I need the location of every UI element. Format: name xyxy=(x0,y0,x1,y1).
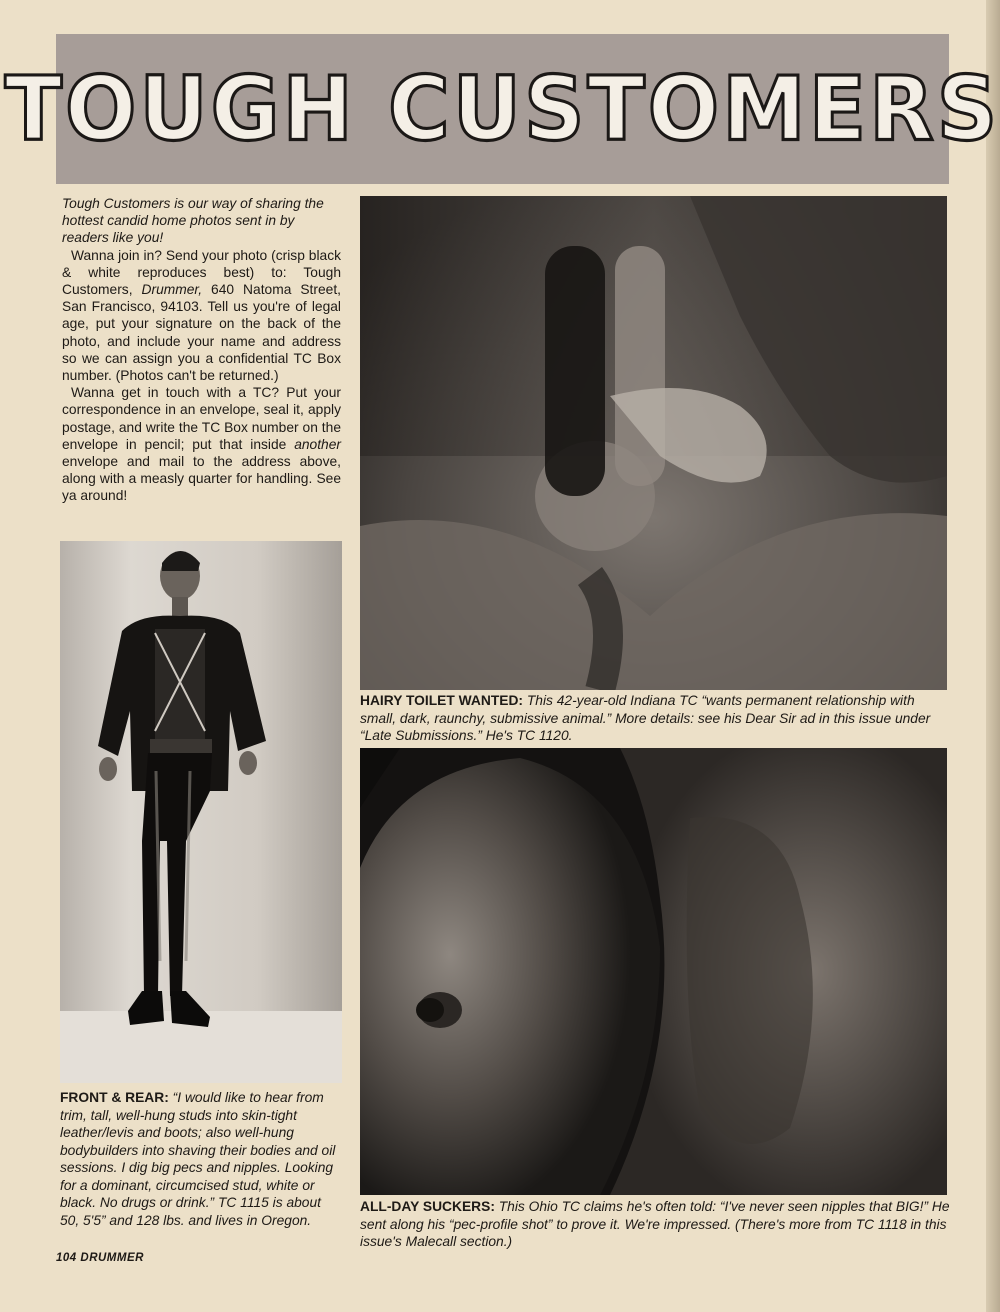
caption-front-head: FRONT & REAR: xyxy=(60,1090,169,1105)
intro-p2-em: Drummer, xyxy=(141,282,203,298)
intro-p3-b: envelope and mail to the address above, along with a measly quarter for handling. See ya around! xyxy=(62,454,341,504)
intro-paragraph-submit xyxy=(62,247,341,385)
intro-p2-b: 640 Natoma Street, San Francisco, 94103. Tell us you're of legal age, put your signature on the back of the photo, and include your name and address so we can assign you a confidential TC Box number. (Photos can't be returned.) xyxy=(62,282,341,384)
caption-front-rear xyxy=(60,1089,342,1229)
intro-p3-em: another xyxy=(294,436,341,452)
page-edge xyxy=(986,0,1000,1312)
caption-hairy-head: HAIRY TOILET WANTED: xyxy=(360,693,524,708)
intro-text xyxy=(62,195,341,505)
caption-hairy-toilet xyxy=(360,692,950,745)
photo-hairy-toilet xyxy=(360,196,947,690)
page-title: TOUGH CUSTOMERS xyxy=(4,57,1000,161)
intro-paragraph-contact xyxy=(62,384,341,504)
caption-front-body: “I would like to hear from trim, tall, well-hung studs into skin-tight leather/levis and boots; also well-hung bodybuilders into shaving their bodies and oil sessions. I dig big pecs and nipples. Looking for a dominant, circumcised stud, white or black. No drugs or drink.” TC 1115 is about 50, 5'5” and 128 lbs. and lives in Oregon. xyxy=(60,1090,336,1228)
caption-suckers-head: ALL-DAY SUCKERS: xyxy=(360,1199,495,1214)
header-banner xyxy=(4,34,1000,184)
magazine-name: DRUMMER xyxy=(80,1252,144,1264)
caption-all-day-suckers xyxy=(360,1198,950,1251)
caption-suckers-body: This Ohio TC claims he's often told: “I've never seen nipples that BIG!” He sent along his “pec-profile shot” to prove it. We're impressed. (There's more from TC 1118 in this issue's Malecall section.) xyxy=(360,1199,950,1249)
page-number: 104 xyxy=(56,1252,77,1264)
photo-front-rear xyxy=(60,541,342,1083)
photo-all-day-suckers xyxy=(360,748,947,1195)
page-folio xyxy=(56,1252,144,1264)
intro-lede: Tough Customers is our way of sharing the hottest candid home photos sent in by readers like you! xyxy=(62,196,324,246)
caption-hairy-body: This 42-year-old Indiana TC “wants permanent relationship with small, dark, raunchy, submissive animal.” More details: see his Dear Sir ad in this issue under “Late Submissions.” He's TC 1120. xyxy=(360,693,931,743)
intro-p2-a: Wanna join in? Send your photo (crisp black & white reproduces best) to: Tough Customers, xyxy=(62,247,341,298)
intro-p3-a: Wanna get in touch with a TC? Put your correspondence in an envelope, seal it, apply postage, and write the TC Box number on the envelope in pencil; put that inside xyxy=(62,385,341,452)
